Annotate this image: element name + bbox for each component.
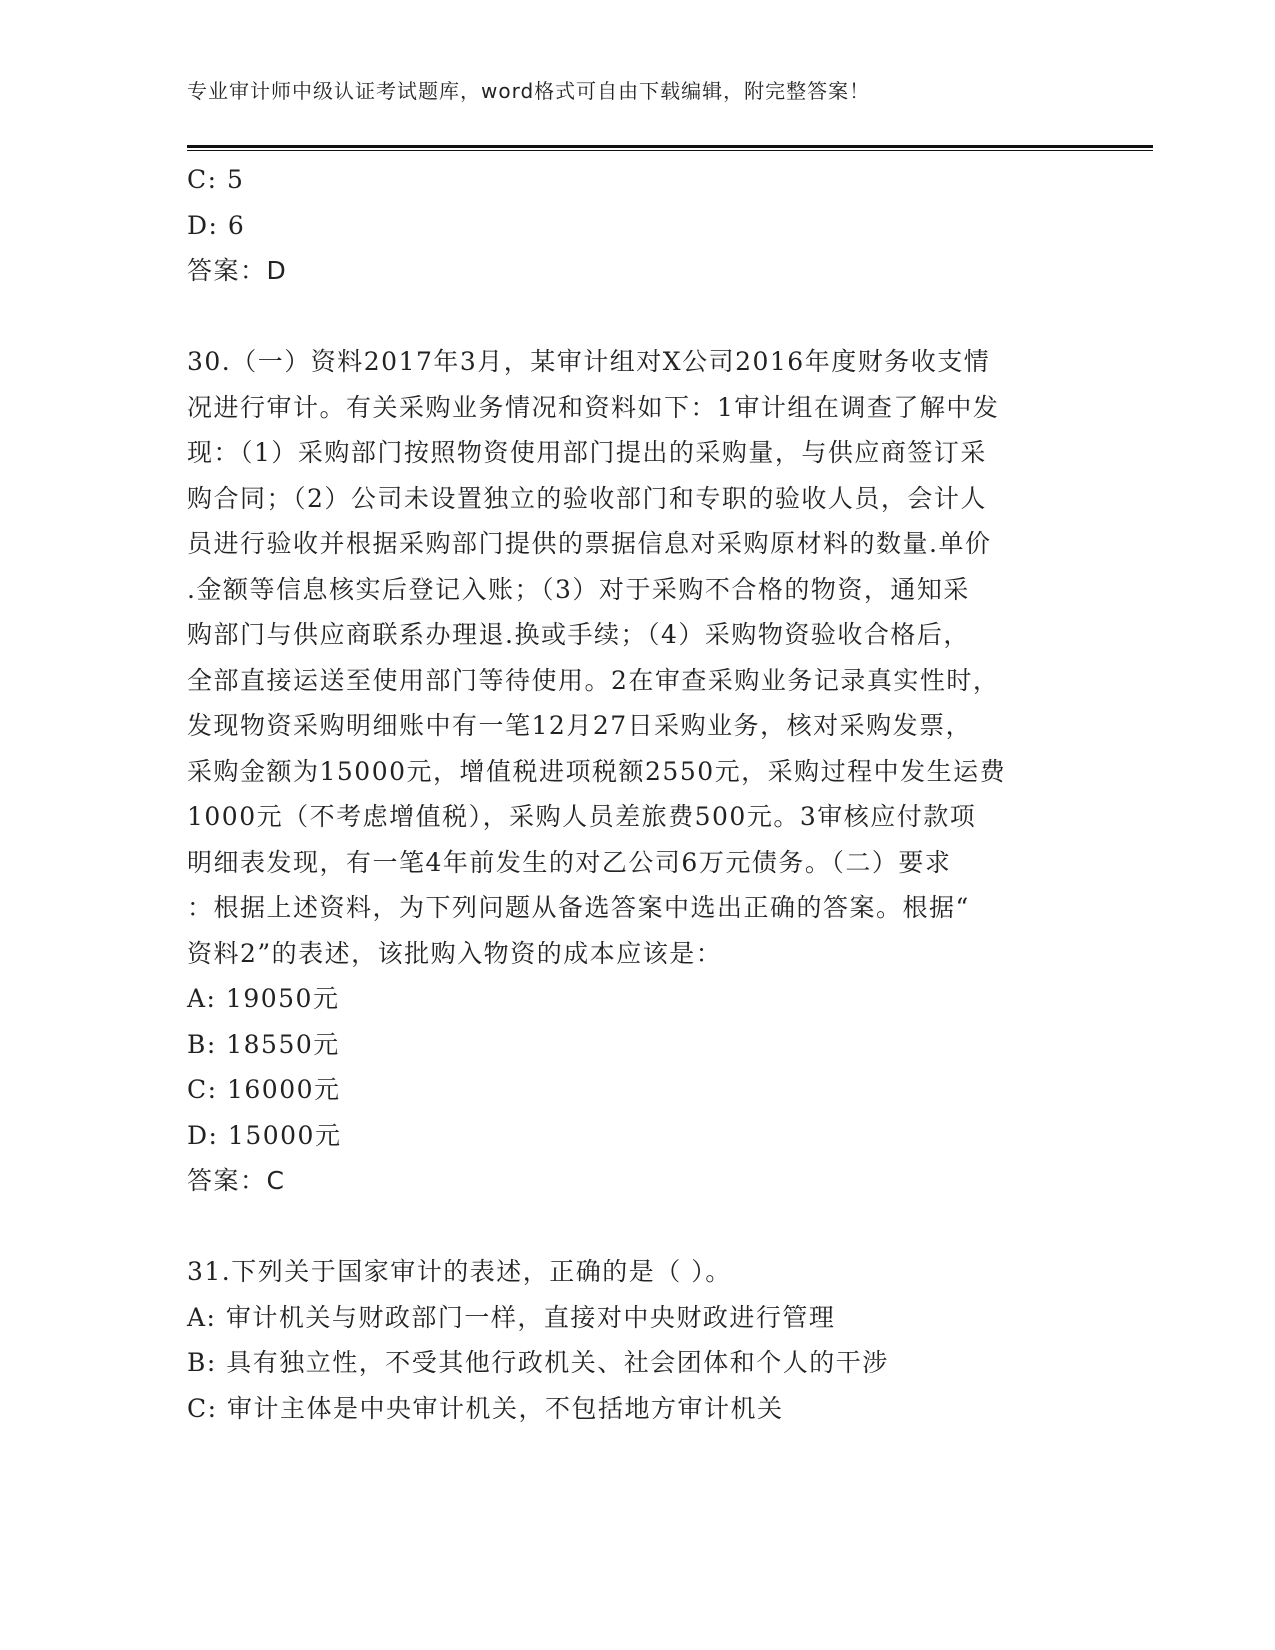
q30-line: 发现物资采购明细账中有一笔12月27日采购业务，核对采购发票， bbox=[187, 711, 973, 740]
spacer bbox=[187, 1204, 1087, 1250]
q29-option-d: D: 6 bbox=[187, 210, 246, 240]
q29-answer: 答案：D bbox=[187, 256, 288, 285]
q31-option-b: B: 具有独立性，不受其他行政机关、社会团体和个人的干涉 bbox=[187, 1348, 889, 1377]
q30-line: 购合同；（2）公司未设置独立的验收部门和专职的验收人员，会计人 bbox=[187, 483, 987, 513]
q30-line: 现：（1）采购部门按照物资使用部门提出的采购量，与供应商签订采 bbox=[187, 438, 987, 467]
q30-line: 员进行验收并根据采购部门提供的票据信息对采购原材料的数量.单价 bbox=[187, 529, 992, 558]
spacer bbox=[187, 294, 1087, 340]
q30-line: 1000元（不考虑增值税），采购人员差旅费500元。3审核应付款项 bbox=[187, 802, 977, 831]
q30-line: 购部门与供应商联系办理退.换或手续；（4）采购物资验收合格后， bbox=[187, 620, 970, 649]
q30-line: 资料2”的表述，该批购入物资的成本应该是： bbox=[187, 938, 723, 968]
q30-option-d: D: 15000元 bbox=[187, 1120, 342, 1150]
q30-option-a: A: 19050元 bbox=[187, 984, 340, 1013]
q30-line: ：根据上述资料，为下列问题从备选答案中选出正确的答案。根据“ bbox=[187, 893, 970, 922]
q30-line: .金额等信息核实后登记入账；（3）对于采购不合格的物资，通知采 bbox=[187, 574, 970, 604]
q30-line: 全部直接运送至使用部门等待使用。2在审查采购业务记录真实性时， bbox=[187, 665, 1000, 695]
q30-answer: 答案：C bbox=[187, 1166, 286, 1195]
document-body bbox=[187, 157, 1087, 1431]
q30-line: 明细表发现，有一笔4年前发生的对乙公司6万元债务。（二）要求 bbox=[187, 847, 952, 877]
q31-option-a: A: 审计机关与财政部门一样，直接对中央财政进行管理 bbox=[187, 1302, 836, 1332]
q30-option-c: C: 16000元 bbox=[187, 1075, 341, 1104]
header-rule-thin bbox=[187, 150, 1153, 151]
q30-option-b: B: 18550元 bbox=[187, 1029, 340, 1059]
q30-line: 30.（一）资料2017年3月，某审计组对X公司2016年度财务收支情 bbox=[187, 347, 991, 376]
header-rule-thick bbox=[187, 145, 1153, 148]
q31-option-c: C: 审计主体是中央审计机关，不包括地方审计机关 bbox=[187, 1393, 784, 1423]
page-header: 专业审计师中级认证考试题库，word格式可自由下载编辑，附完整答案！ bbox=[187, 79, 871, 103]
q29-option-c: C: 5 bbox=[187, 165, 245, 194]
q30-line: 采购金额为15000元，增值税进项税额2550元，采购过程中发生运费 bbox=[187, 756, 1007, 786]
q30-line: 况进行审计。有关采购业务情况和资料如下：1审计组在调查了解中发 bbox=[187, 392, 1000, 422]
q31-stem: 31.下列关于国家审计的表述，正确的是（ ）。 bbox=[187, 1257, 732, 1286]
